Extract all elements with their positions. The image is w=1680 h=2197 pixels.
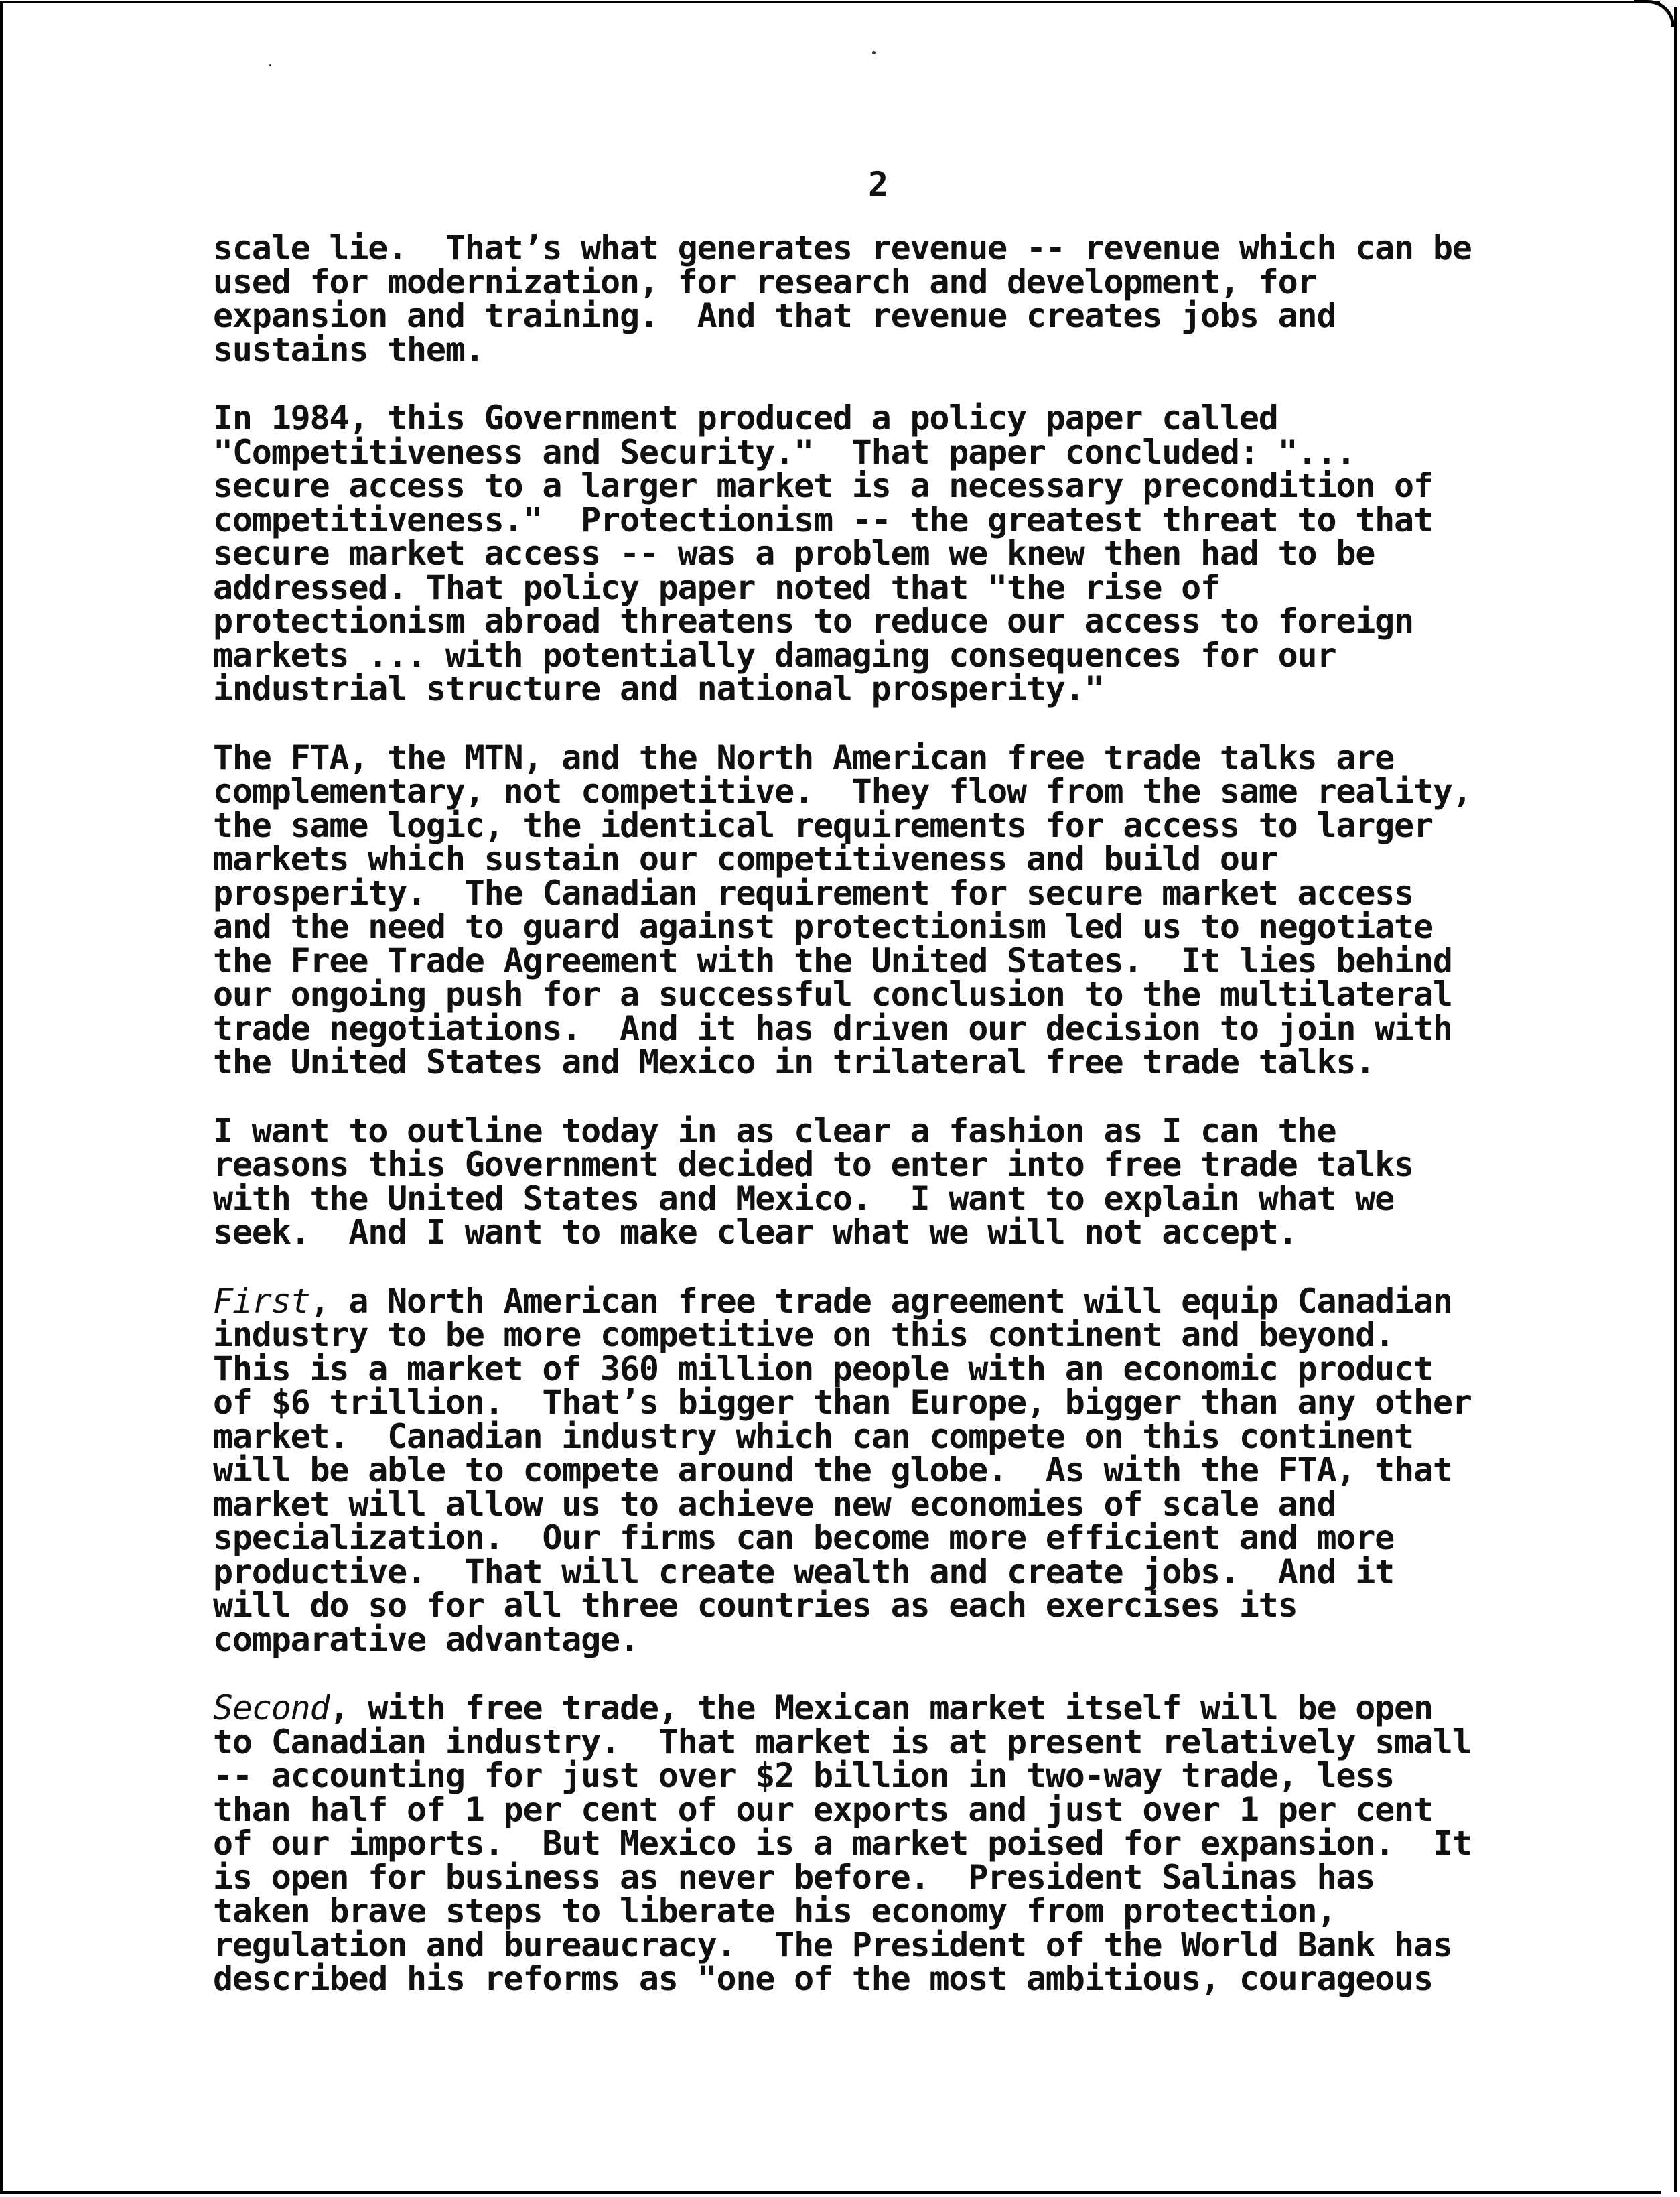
paragraph-3: [213, 738, 1566, 1081]
text-line: protectionism abroad threatens to reduce our access to foreign: [213, 602, 1413, 641]
text-line: of our imports. But Mexico is a market poised for expansion. It: [213, 1824, 1472, 1863]
text-line: used for modernization, for research and development, for: [213, 262, 1317, 302]
scan-speck: [269, 64, 271, 66]
paragraph-1: [213, 228, 1566, 369]
text-line: the same logic, the identical requirements for access to larger: [213, 805, 1433, 845]
text-line: of $6 trillion. That’s bigger than Europe, bigger than any other: [213, 1383, 1472, 1422]
text-line: comparative advantage.: [213, 1619, 639, 1659]
text-line: than half of 1 per cent of our exports and just over 1 per cent: [213, 1790, 1433, 1829]
text-line: specialization. Our firms can become more efficient and more: [213, 1518, 1395, 1557]
text-line: markets which sustain our competitiveness and build our: [213, 840, 1278, 878]
text-line: the Free Trade Agreement with the United States. It lies behind: [213, 941, 1452, 980]
text-line: sustains them.: [213, 330, 484, 369]
text-line: addressed. That policy paper noted that "the rise of: [213, 568, 1220, 607]
page-number: 2: [868, 165, 889, 204]
text-line: with the United States and Mexico. I want to explain what we: [213, 1179, 1395, 1218]
text-line: trade negotiations. And it has driven our decision to join with: [213, 1008, 1452, 1048]
paragraph-lead-word: First: [213, 1281, 310, 1321]
text-line: I want to outline today in as clear a fashion as I can the: [213, 1111, 1336, 1150]
text-line-rest: , with free trade, the Mexican market itself will be open: [329, 1688, 1433, 1727]
scan-border-top: [0, 1, 1660, 3]
text-line: seek. And I want to make clear what we will not accept.: [213, 1213, 1298, 1252]
text-line: This is a market of 360 million people with an economic product: [213, 1349, 1433, 1388]
scan-speck: [872, 51, 876, 54]
text-line: [213, 1281, 1566, 1321]
text-line: reasons this Government decided to enter into free trade talks: [213, 1145, 1413, 1184]
text-line: taken brave steps to liberate his economy from protection,: [213, 1891, 1336, 1930]
scan-border-bottom: [0, 2191, 1661, 2194]
text-line: to Canadian industry. That market is at present relatively small: [213, 1722, 1472, 1761]
text-line: market. Canadian industry which can compete on this continent: [213, 1416, 1413, 1456]
paragraph-4: [213, 1111, 1566, 1252]
text-line: and the need to guard against protectionism led us to negotiate: [213, 907, 1433, 946]
document-body: [213, 228, 1566, 2031]
text-line: The FTA, the MTN, and the North American free trade talks are: [213, 738, 1395, 777]
text-line: is open for business as never before. President Salinas has: [213, 1857, 1375, 1897]
scan-border-left: [0, 1, 3, 2192]
text-line: industrial structure and national prosperity.": [213, 669, 1104, 708]
text-line: secure access to a larger market is a necessary precondition of: [213, 466, 1433, 505]
text-line: In 1984, this Government produced a policy paper called: [213, 399, 1278, 438]
text-line: productive. That will create wealth and create jobs. And it: [213, 1552, 1395, 1591]
text-line: [213, 1688, 1566, 1727]
text-line: scale lie. That’s what generates revenue -- revenue which can be: [213, 228, 1472, 267]
paragraph-2: [213, 401, 1566, 706]
text-line: complementary, not competitive. They flow from the same reality,: [213, 772, 1472, 811]
paragraph-6: [213, 1688, 1566, 1998]
text-line: will do so for all three countries as each exercises its: [213, 1586, 1298, 1625]
text-line: will be able to compete around the globe. As with the FTA, that: [213, 1451, 1452, 1489]
text-line: "Competitiveness and Security." That paper concluded: "...: [213, 432, 1356, 472]
text-line: industry to be more competitive on this continent and beyond.: [213, 1315, 1395, 1354]
text-line: regulation and bureaucracy. The President of the World Bank has: [213, 1925, 1452, 1965]
scan-border-corner: [1634, 0, 1675, 27]
text-line: expansion and training. And that revenue creates jobs and: [213, 296, 1336, 335]
paragraph-lead-word: Second: [213, 1688, 330, 1727]
text-line: described his reforms as "one of the most ambitious, courageous: [213, 1959, 1433, 1998]
paragraph-5: [213, 1281, 1566, 1659]
text-line: market will allow us to achieve new economies of scale and: [213, 1484, 1336, 1524]
text-line: markets ... with potentially damaging consequences for our: [213, 635, 1336, 675]
text-line: our ongoing push for a successful conclusion to the multilateral: [213, 975, 1452, 1014]
text-line-rest: , a North American free trade agreement will equip Canadian: [309, 1281, 1452, 1321]
text-line: the United States and Mexico in trilateral free trade talks.: [213, 1043, 1375, 1081]
text-line: secure market access -- was a problem we knew then had to be: [213, 534, 1375, 573]
text-line: competitiveness." Protectionism -- the greatest threat to that: [213, 500, 1433, 539]
text-line: prosperity. The Canadian requirement for secure market access: [213, 873, 1413, 913]
text-line: -- accounting for just over $2 billion in two-way trade, less: [213, 1756, 1395, 1795]
scan-border-right: [1674, 7, 1677, 2192]
